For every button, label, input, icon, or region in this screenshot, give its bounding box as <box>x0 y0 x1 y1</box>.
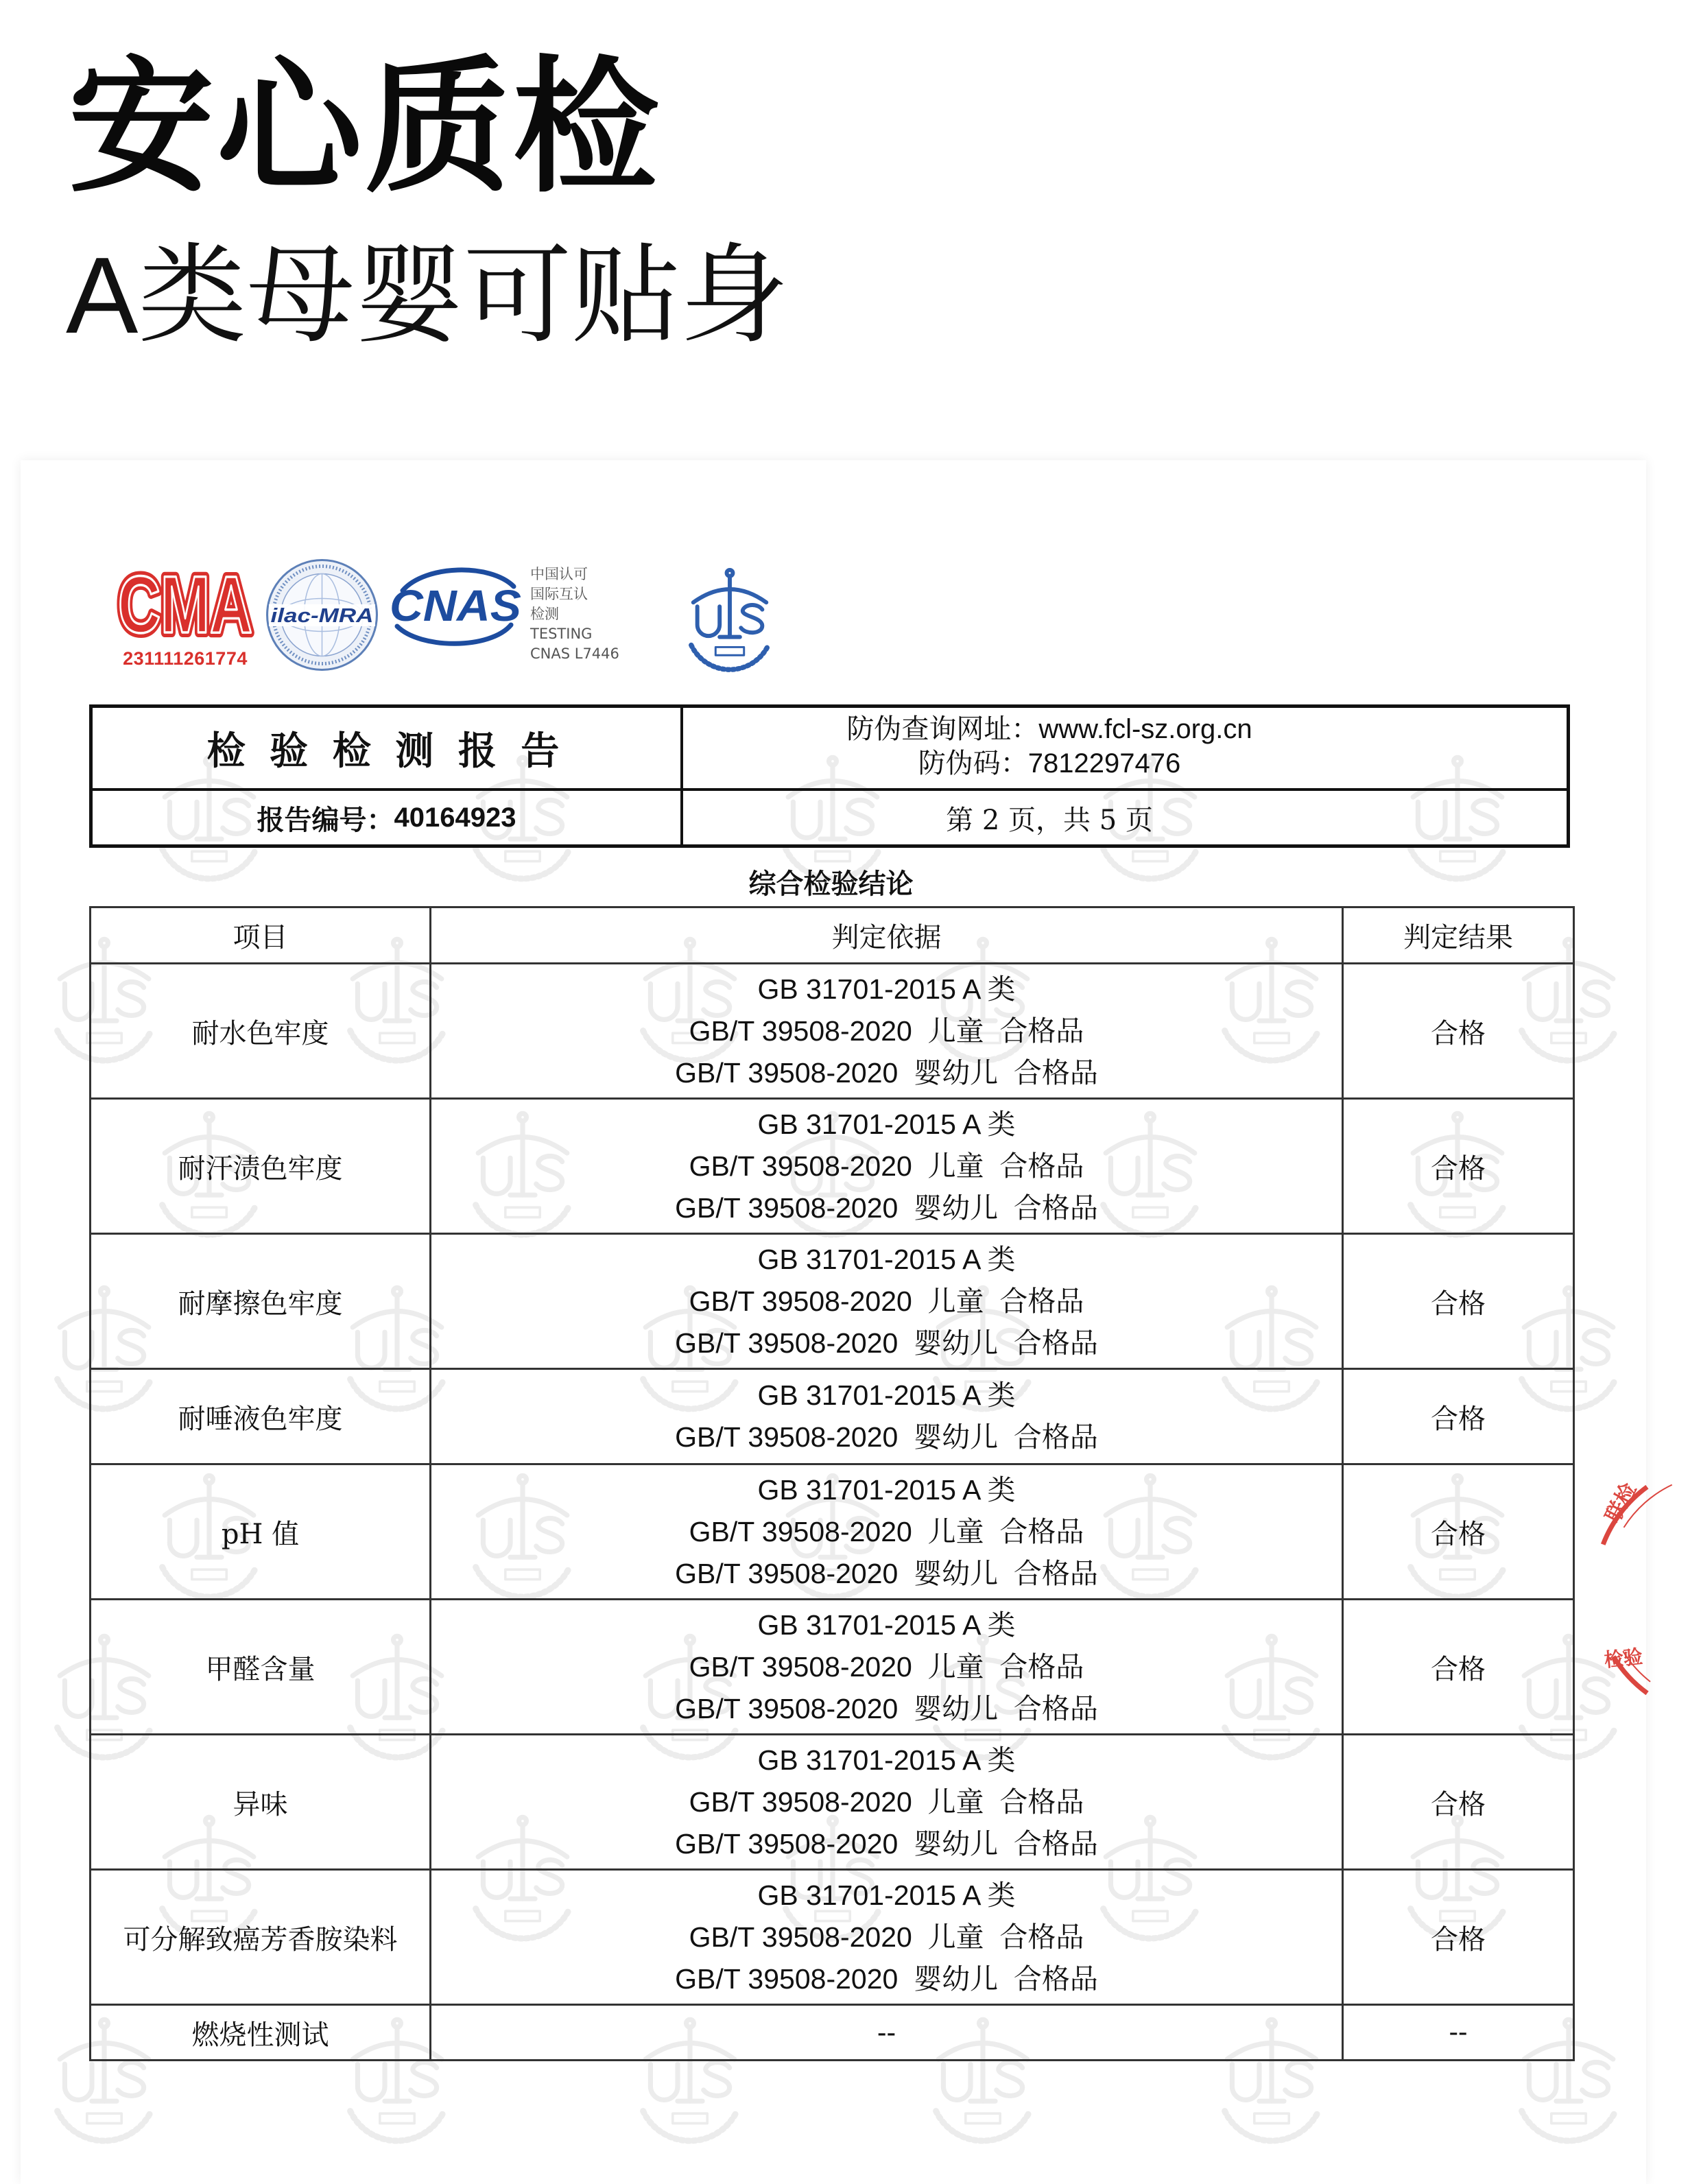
headline-subtitle: A类母婴可贴身 <box>66 235 789 356</box>
standard-line: GB/T 39508-2020 婴幼儿 合格品 <box>675 1327 1098 1359</box>
column-header-result: 判定结果 <box>1343 907 1574 964</box>
table-row <box>91 964 1574 1099</box>
table-body <box>91 964 1574 2061</box>
column-header-item: 项目 <box>91 907 431 964</box>
table-row <box>91 1099 1574 1234</box>
standard-line: GB 31701-2015 A 类 <box>757 1473 1016 1506</box>
verify-code-label: 防伪码： <box>918 748 1028 779</box>
standard-line: GB/T 39508-2020 儿童 合格品 <box>689 1150 1084 1182</box>
standard-line: GB 31701-2015 A 类 <box>757 1243 1016 1275</box>
standard-line: GB/T 39508-2020 婴幼儿 合格品 <box>675 1056 1098 1089</box>
standard-line: GB/T 39508-2020 儿童 合格品 <box>689 1650 1084 1683</box>
judgement-result: 合格 <box>1343 964 1574 1099</box>
table-row <box>91 1234 1574 1369</box>
test-item: 耐汗渍色牢度 <box>91 1099 431 1234</box>
standard-line: GB/T 39508-2020 儿童 合格品 <box>689 1515 1084 1547</box>
judgement-basis <box>431 1369 1343 1464</box>
judgement-result: -- <box>1343 2005 1574 2061</box>
report-header <box>89 704 1570 848</box>
cma-mark: CMA <box>118 561 252 646</box>
standard-line: GB/T 39508-2020 儿童 合格品 <box>689 1285 1084 1317</box>
standard-line: GB 31701-2015 A 类 <box>757 1379 1016 1411</box>
cnas-caption-line: 检测 <box>530 606 559 622</box>
standard-line: GB 31701-2015 A 类 <box>757 1879 1016 1911</box>
table-row <box>91 1870 1574 2005</box>
verify-url-line <box>748 712 1351 746</box>
standard-line: GB/T 39508-2020 儿童 合格品 <box>689 1785 1084 1818</box>
table-row <box>91 2005 1574 2061</box>
judgement-basis <box>431 1464 1343 1600</box>
stamp-text-top: 联检 <box>1601 1479 1642 1527</box>
cnas-caption <box>530 565 647 664</box>
headline-title: 安心质检 <box>69 46 661 209</box>
test-item: 甲醛含量 <box>91 1600 431 1735</box>
conclusion-title: 综合检验结论 <box>748 869 914 899</box>
test-item: 耐摩擦色牢度 <box>91 1234 431 1369</box>
judgement-basis <box>431 964 1343 1099</box>
table-row <box>91 1464 1574 1600</box>
standard-line: GB 31701-2015 A 类 <box>757 1609 1016 1641</box>
judgement-result: 合格 <box>1343 1099 1574 1234</box>
standard-line: GB/T 39508-2020 婴幼儿 合格品 <box>675 1557 1098 1589</box>
conclusion-table <box>89 906 1575 2061</box>
page-indicator: 第 2 页，共 5 页 <box>946 804 1153 836</box>
cma-mark-inline: CMA <box>118 561 252 646</box>
judgement-basis <box>431 1099 1343 1234</box>
stamp-text-bottom: 检验 <box>1603 1645 1644 1672</box>
judgement-result: 合格 <box>1343 1600 1574 1735</box>
judgement-result: 合格 <box>1343 1735 1574 1870</box>
standard-line: GB 31701-2015 A 类 <box>757 973 1016 1005</box>
report-title: 检 验 检 测 报 告 <box>206 728 567 772</box>
standard-line: GB 31701-2015 A 类 <box>757 1108 1016 1140</box>
report-number <box>93 791 680 844</box>
judgement-basis <box>431 1234 1343 1369</box>
standard-line: GB/T 39508-2020 婴幼儿 合格品 <box>675 1692 1098 1724</box>
report-number-value: 40164923 <box>394 802 516 833</box>
column-header-basis: 判定依据 <box>431 907 1343 964</box>
standard-line: GB/T 39508-2020 儿童 合格品 <box>689 1014 1084 1047</box>
standard-line: GB 31701-2015 A 类 <box>757 1744 1016 1776</box>
report-number-label: 报告编号： <box>257 805 394 835</box>
verify-code-line <box>748 746 1351 781</box>
cnas-mark: CNAS <box>390 581 522 630</box>
test-item: 耐水色牢度 <box>91 964 431 1099</box>
cnas-logo <box>388 562 524 651</box>
cma-number: 231111261774 <box>123 648 248 669</box>
table-row <box>91 1735 1574 1870</box>
table-header-row <box>91 907 1574 964</box>
uts-logo <box>679 562 781 674</box>
judgement-basis <box>431 1735 1343 1870</box>
test-item: 燃烧性测试 <box>91 2005 431 2061</box>
header-divider-vertical <box>680 708 683 844</box>
cnas-caption-line: 国际互认 <box>530 586 588 602</box>
judgement-result: 合格 <box>1343 1464 1574 1600</box>
verify-url: www.fcl-sz.org.cn <box>1038 714 1252 744</box>
cnas-caption-line: 中国认可 <box>530 566 588 582</box>
table-row <box>91 1600 1574 1735</box>
judgement-result: 合格 <box>1343 1234 1574 1369</box>
verify-code: 7812297476 <box>1027 748 1181 779</box>
standard-line: GB/T 39508-2020 儿童 合格品 <box>689 1921 1084 1953</box>
red-seal-stamp <box>1578 1461 1701 1708</box>
ilac-mra-logo <box>265 558 379 672</box>
anti-counterfeit-info <box>748 708 1351 788</box>
judgement-basis <box>431 1870 1343 2005</box>
cnas-caption-line: TESTING <box>530 626 593 642</box>
standard-line: GB/T 39508-2020 婴幼儿 合格品 <box>675 1421 1098 1453</box>
test-item: 可分解致癌芳香胺染料 <box>91 1870 431 2005</box>
standard-line: GB/T 39508-2020 婴幼儿 合格品 <box>675 1962 1098 1995</box>
judgement-result: 合格 <box>1343 1870 1574 2005</box>
table-row <box>91 1369 1574 1464</box>
standard-line: GB/T 39508-2020 婴幼儿 合格品 <box>675 1191 1098 1224</box>
cnas-caption-line: CNAS L7446 <box>530 645 619 662</box>
test-item: pH 值 <box>91 1464 431 1600</box>
judgement-basis <box>431 2005 1343 2061</box>
verify-url-label: 防伪查询网址： <box>846 713 1039 745</box>
test-item: 异味 <box>91 1735 431 1870</box>
test-item: 耐唾液色牢度 <box>91 1369 431 1464</box>
ilac-mra-text: ilac-MRA <box>270 605 374 627</box>
judgement-result: 合格 <box>1343 1369 1574 1464</box>
cma-logo <box>115 561 256 646</box>
standard-line: -- <box>877 2016 896 2048</box>
judgement-basis <box>431 1600 1343 1735</box>
standard-line: GB/T 39508-2020 婴幼儿 合格品 <box>675 1827 1098 1860</box>
